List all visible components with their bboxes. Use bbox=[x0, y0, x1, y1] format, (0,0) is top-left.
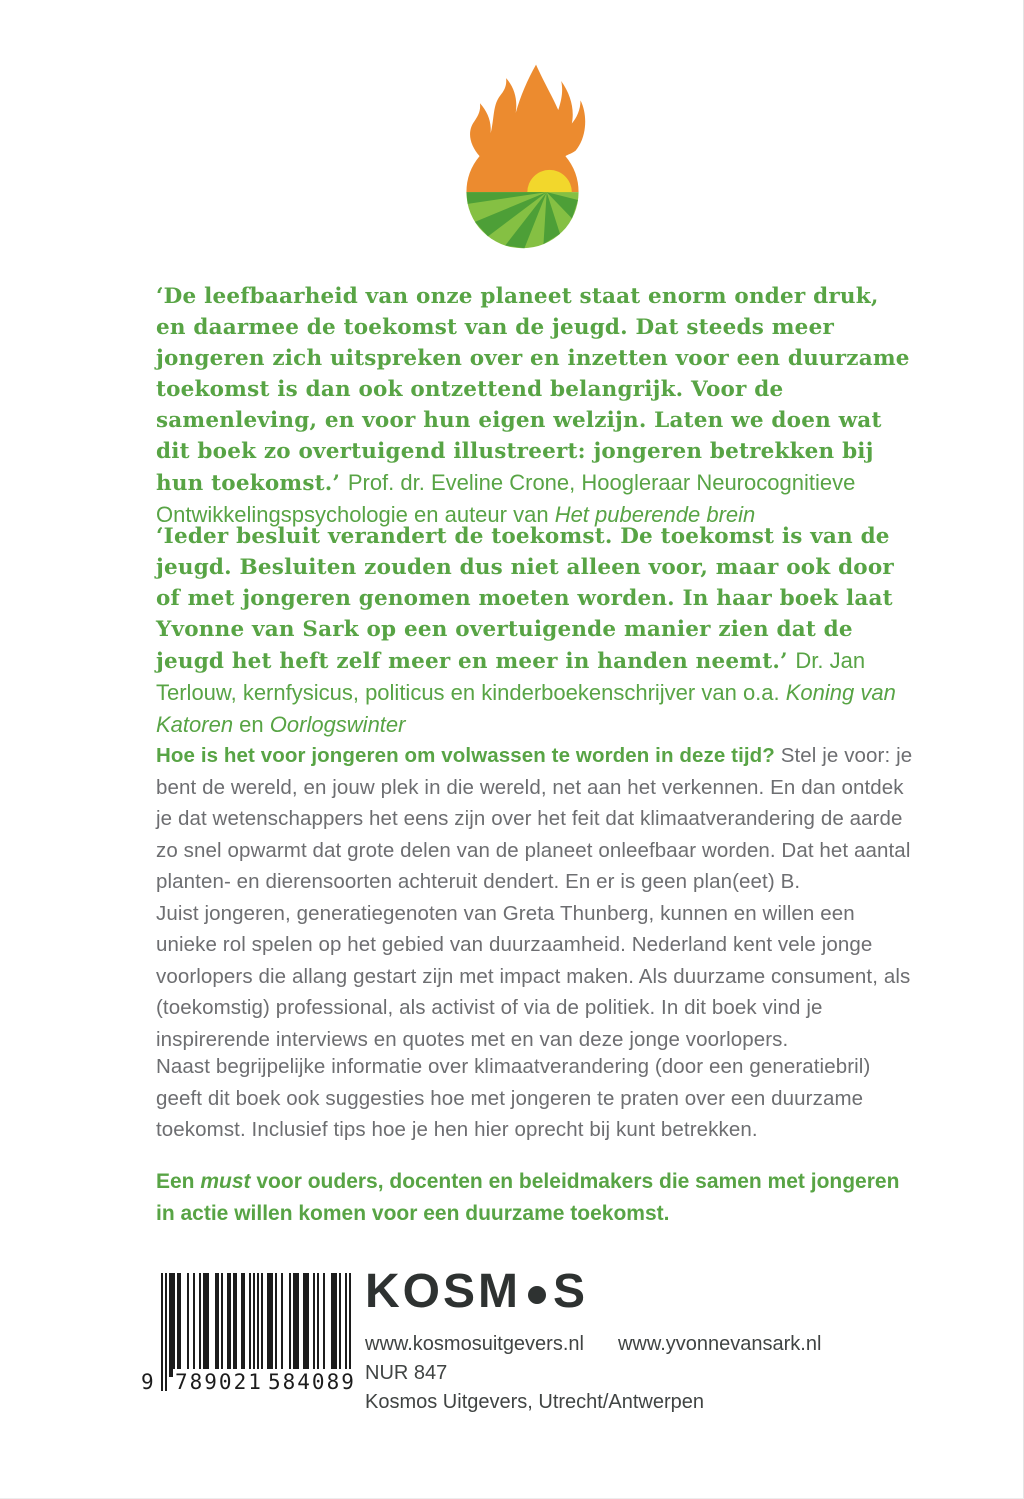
url-kosmosuitgevers: www.kosmosuitgevers.nl bbox=[365, 1333, 584, 1355]
barcode bbox=[139, 1273, 371, 1415]
kosmos-logo-dot-icon bbox=[528, 1286, 546, 1304]
imprint: Kosmos Uitgevers, Utrecht/Antwerpen bbox=[365, 1391, 705, 1413]
book-title-koning-van-katoren: Koning van Katoren bbox=[156, 680, 896, 737]
body-paragraph-1 bbox=[156, 740, 914, 1055]
url-yvonnevansark: www.yvonnevansark.nl bbox=[617, 1333, 822, 1355]
quote-2-attribution: Dr. Jan Terlouw, kernfysicus, politicus en kinderboekenschrijver van o.a. Koning van Katoren en Oorlogswinter bbox=[156, 648, 896, 737]
quote-1-attribution: Prof. dr. Eveline Crone, Hoogleraar Neurocognitieve Ontwikkelingspsychologie en auteur van Het puberende brein bbox=[156, 470, 856, 527]
cta-paragraph: Een must voor ouders, docenten en beleidmakers die samen met jongeren in actie willen komen voor een duurzame toekomst. bbox=[156, 1170, 900, 1225]
cta-italic-word: must bbox=[200, 1170, 251, 1193]
barcode-digit-group-2: 584089 bbox=[268, 1370, 356, 1394]
url-row bbox=[365, 1330, 925, 1359]
quote-eveline-crone bbox=[156, 281, 912, 531]
body-paragraph-1a: Stel je voor: je bent de wereld, en jouw plek in die wereld, net aan het verkennen. En dan ontdek je dat wetenschappers het eens zijn over het feit dat klimaatverandering de aarde zo snel opwarmt dat grote delen van de planeet onleefbaar worden. Dat het aantal planten- en dierensoorten achteruit dendert. En er is geen plan(eet) B. bbox=[156, 744, 913, 893]
quote-jan-terlouw bbox=[156, 521, 912, 741]
book-title-oorlogswinter: Oorlogswinter bbox=[269, 712, 406, 737]
brand-logo bbox=[450, 56, 595, 251]
flame-sun-field-icon bbox=[450, 56, 595, 251]
quote-1-text: ‘De leefbaarheid van onze planeet staat enorm onder druk, en daarmee de toekomst van de jeugd. Dat steeds meer jongeren zich uitspreken over en inzetten voor een duurzame toekomst is dan ook ontzettend belangrijk. Voor de samenleving, en voor hun eigen welzijn. Laten we doen wat dit boek zo overtuigend illustreert: jongeren betrekken bij hun toekomst.’ bbox=[156, 284, 910, 496]
barcode-digit-group-1: 789021 bbox=[175, 1370, 263, 1394]
quote-2-text: ‘Ieder besluit verandert de toekomst. De toekomst is van de jeugd. Besluiten zouden dus niet alleen voor, maar ook door of met jongeren genomen moeten worden. In haar boek laat Yvonne van Sark op een overtuigende manier zien dat de jeugd het heft zelf meer en meer in handen neemt.’ bbox=[156, 524, 894, 674]
publisher-block bbox=[365, 1265, 925, 1417]
barcode-digit-lead: 9 bbox=[141, 1370, 154, 1394]
book-title-het-puberende-brein: Het puberende brein bbox=[554, 502, 756, 527]
body-lead-question: Hoe is het voor jongeren om volwassen te worden in deze tijd? bbox=[156, 744, 775, 767]
flame-shape bbox=[466, 65, 585, 193]
nur-code: NUR 847 bbox=[365, 1362, 448, 1384]
kosmos-logo: KOSM S bbox=[365, 1265, 589, 1318]
body-paragraph-1b: Juist jongeren, generatiegenoten van Greta Thunberg, kunnen en willen een unieke rol spelen op het gebied van duurzaamheid. Nederland kent vele jonge voorlopers die allang gestart zijn met impact maken. Als duurzame consument, als (toekomstig) professional, als activist of via de politiek. In dit boek vind je inspirerende interviews en quotes met en van deze jonge voorlopers. bbox=[156, 901, 911, 1051]
publisher-lines bbox=[365, 1330, 925, 1417]
body-paragraph-2: Naast begrijpelijke informatie over klimaatverandering (door een generatiebril) geeft dit boek ook suggesties hoe met jongeren te praten over een duurzame toekomst. Inclusief tips hoe je hen hier oprecht bij kunt betrekken. bbox=[156, 1055, 871, 1141]
